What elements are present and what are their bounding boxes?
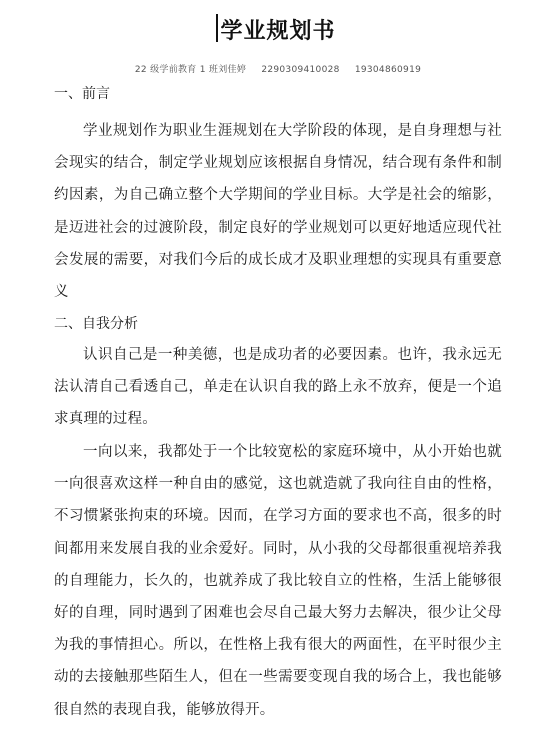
self-analysis-paragraph-1: 认识自己是一种美德，也是成功者的必要因素。也许，我永远无法认清自己看透自己，单走在认识自我的路上永不放弃，便是一个追求真理的过程。	[54, 347, 502, 428]
section-heading-preface: 一、前言	[54, 86, 110, 102]
title-wrap	[0, 14, 556, 45]
author-phone: 19304860919	[354, 65, 422, 75]
preface-paragraph: 学业规划作为职业生涯规划在大学阶段的体现，是自身理想与社会现实的结合，制定学业规划应该根据自身情况，结合现有条件和制约因素，为自己确立整个大学期间的学业目标。大学是社会的缩影，是迈进社会的过渡阶段，制定良好的学业规划可以更好地适应现代社会发展的需要，对我们今后的成长成才及职业理想的实现具有重要意义	[54, 123, 502, 301]
author-class: 22 级学前教育 1 班刘佳婷	[134, 65, 247, 75]
author-student-id: 2290309410028	[261, 65, 340, 75]
self-analysis-paragraph-2: 一向以来，我都处于一个比较宽松的家庭环境中，从小开始也就一向很喜欢这样一种自由的感觉，这也就造就了我向往自由的性格，不习惯紧张拘束的环境。因而，在学习方面的要求也不高，很多的时间都用来发展自我的业余爱好。同时，从小我的父母都很重视培养我的自理能力，长久的，也就养成了我比较自立的性格，生活上能够很好的自理，同时遇到了困难也会尽自己最大努力去解决，很少让父母为我的事情担心。所以，在性格上我有很大的两面性，在平时很少主动的去接触那些陌生人，但在一些需要变现自我的场合上，我也能够很自然的表现自我，能够放得开。	[54, 444, 502, 718]
section-heading-self-analysis: 二、自我分析	[54, 316, 138, 332]
author-info-line	[0, 62, 556, 75]
document-title[interactable]	[220, 14, 335, 45]
text-cursor	[216, 14, 218, 42]
document-title-text: 学业规划书	[220, 18, 336, 44]
